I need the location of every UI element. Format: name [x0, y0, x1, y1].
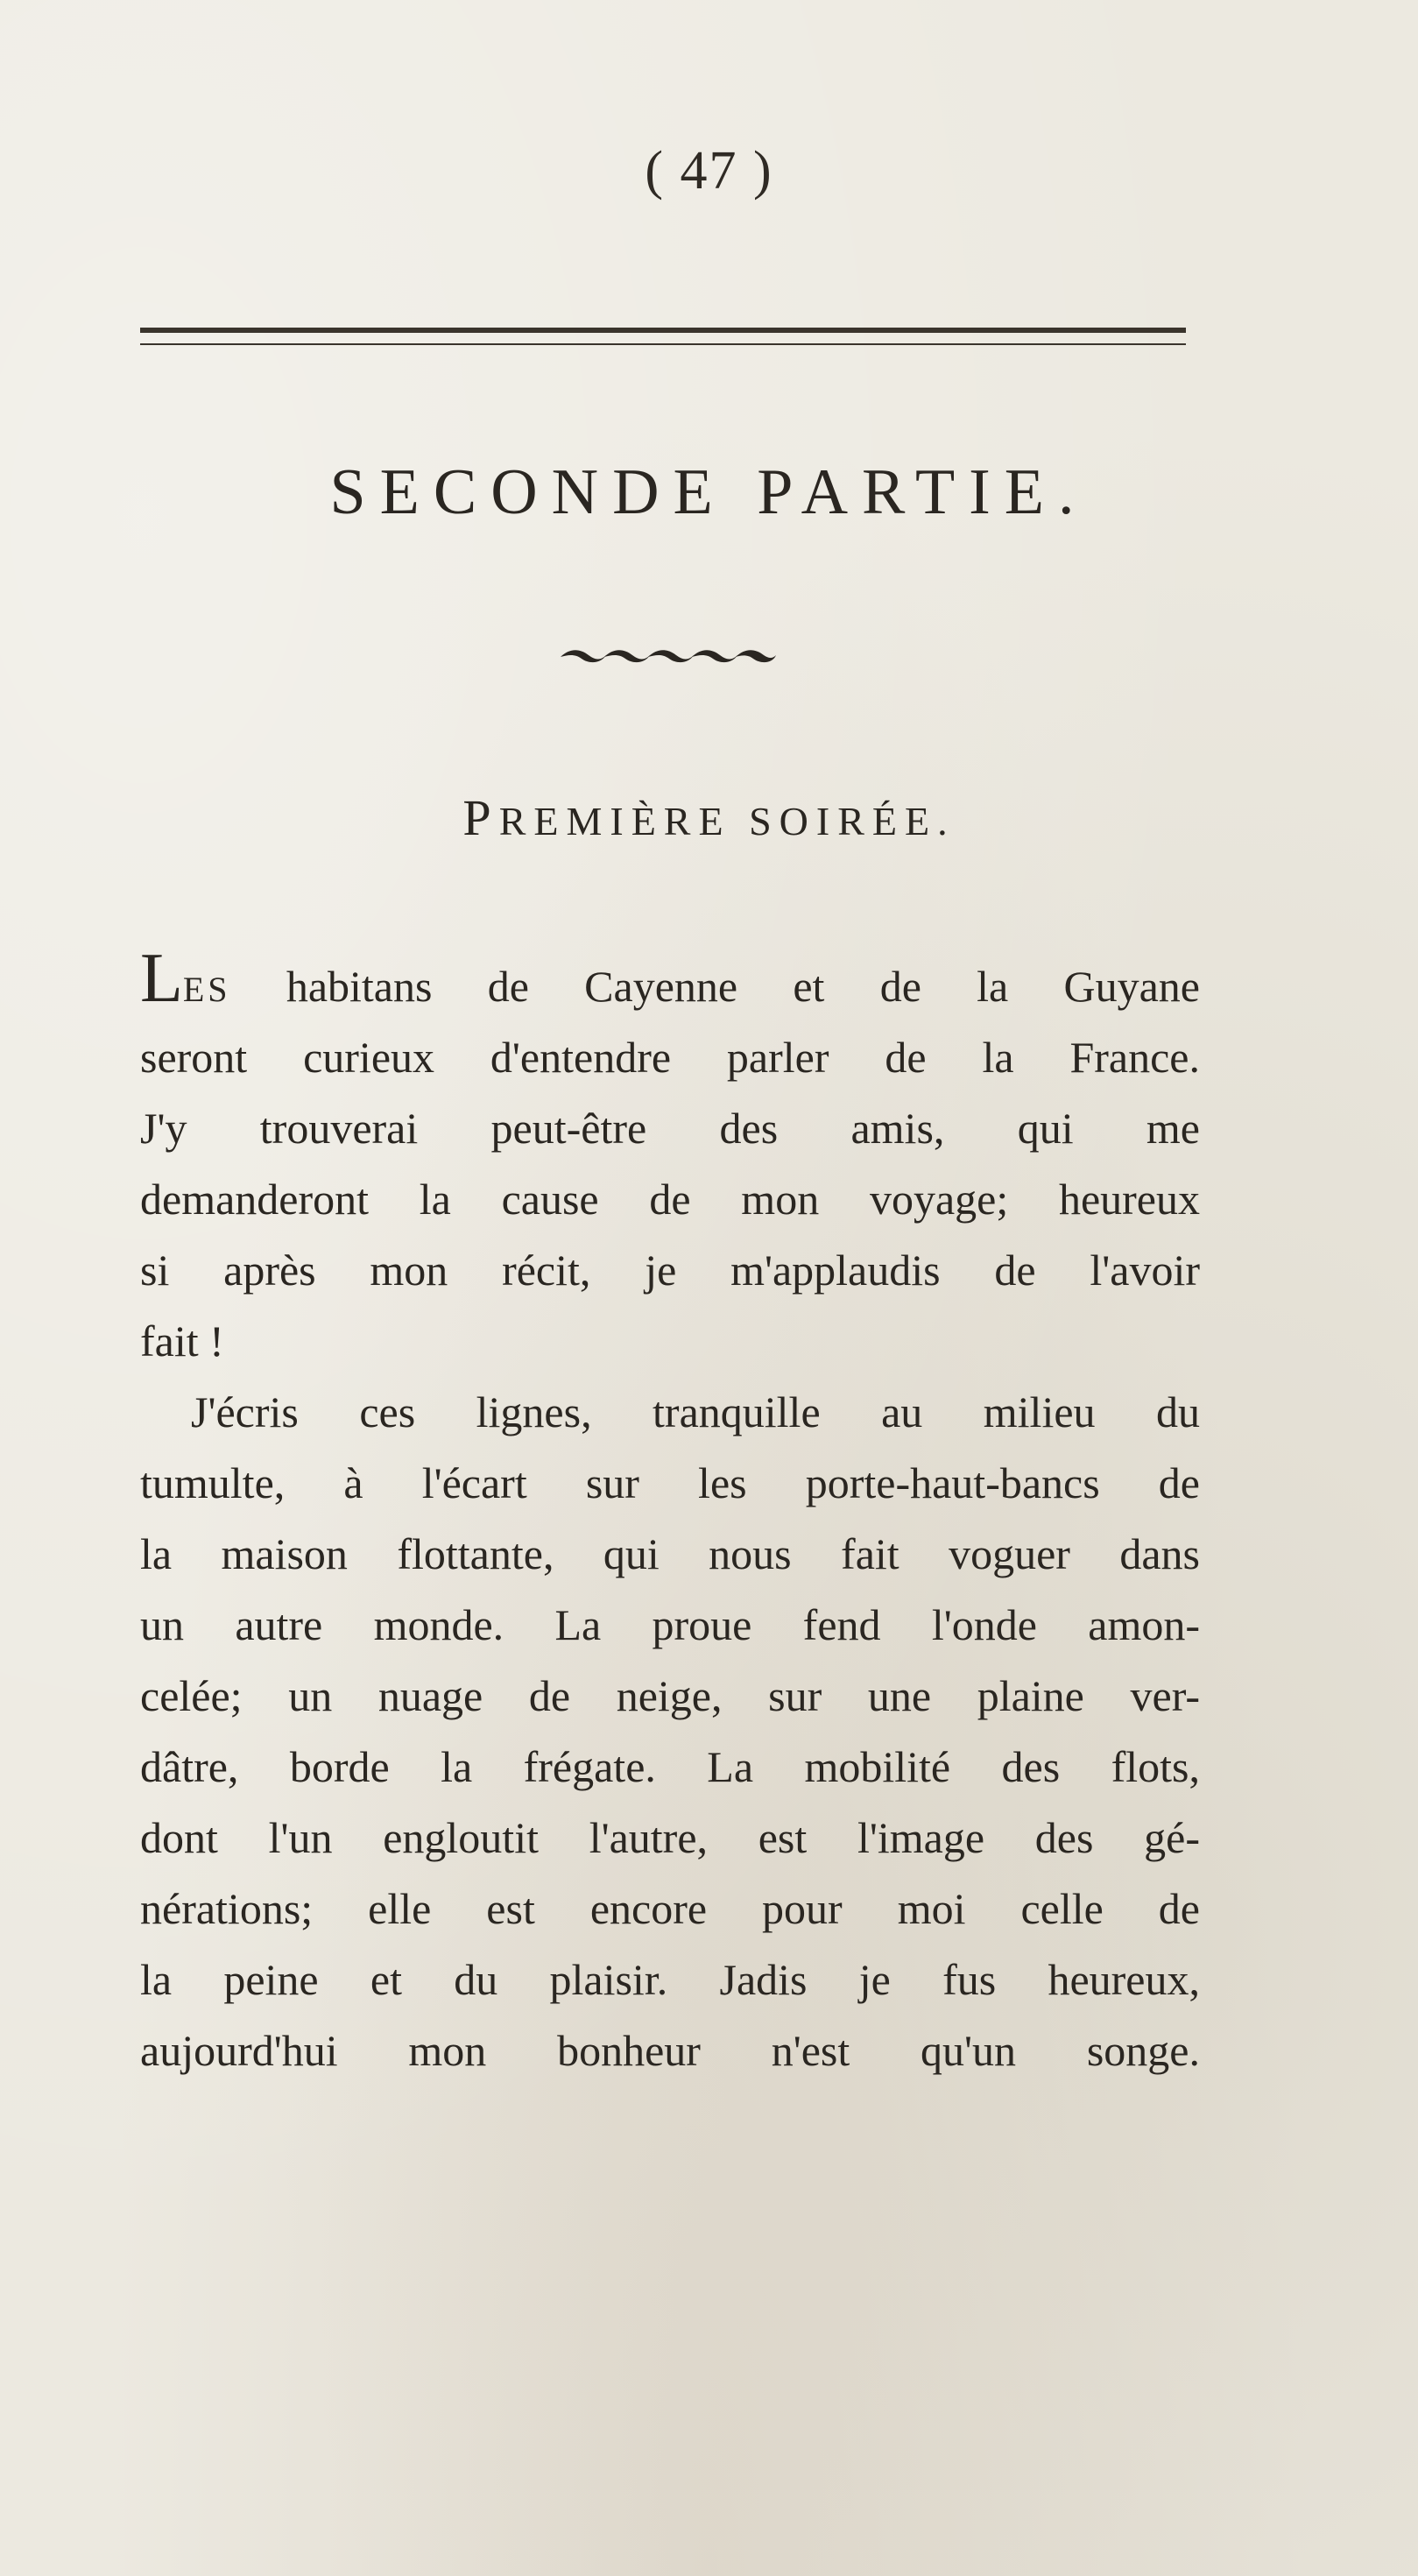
- text-line: la peine et du plaisir. Jadis je fus heureux,: [140, 1955, 1200, 2004]
- text-line: nérations; elle est encore pour moi celle de: [140, 1884, 1200, 1933]
- text-line: J'écris ces lignes, tranquille au milieu du: [191, 1387, 1200, 1436]
- section-title-initial: P: [462, 789, 499, 846]
- text-line: si après mon récit, je m'applaudis de l'avoir: [140, 1246, 1200, 1295]
- header-rule-thick: [140, 328, 1186, 333]
- header-rule-thin: [140, 343, 1186, 345]
- paragraph-1: [140, 940, 1200, 1377]
- text-line: tumulte, à l'écart sur les porte-haut-bancs de: [140, 1458, 1200, 1507]
- text-line: la maison flottante, qui nous fait voguer dans: [140, 1529, 1200, 1578]
- part-title: SECONDE PARTIE.: [329, 456, 1089, 528]
- text-line: J'y trouverai peut-être des amis, qui me: [140, 1104, 1200, 1153]
- page-number: ( 47 ): [645, 141, 773, 201]
- section-title: [0, 788, 1418, 847]
- text-line: [140, 940, 1200, 1022]
- text-line: fait !: [140, 1316, 224, 1366]
- ornament-divider: [557, 645, 778, 669]
- text-line: aujourd'hui mon bonheur n'est qu'un songe.: [140, 2026, 1200, 2075]
- text-line: seront curieux d'entendre parler de la France.: [140, 1033, 1200, 1082]
- text-line: demanderont la cause de mon voyage; heureux: [140, 1175, 1200, 1224]
- section-title-rest: REMIÈRE SOIRÉE.: [498, 799, 956, 843]
- small-caps-word: ES: [182, 970, 231, 1009]
- text-line: un autre monde. La proue fend l'onde amon-: [140, 1600, 1200, 1649]
- text-line: dont l'un engloutit l'autre, est l'image des gé-: [140, 1813, 1200, 1862]
- paragraph-2: [140, 1377, 1200, 2086]
- drop-cap: L: [140, 940, 183, 1017]
- text-line: celée; un nuage de neige, sur une plaine ver-: [140, 1671, 1200, 1720]
- text-line-content: habitans de Cayenne et de la Guyane: [230, 962, 1200, 1011]
- text-line: dâtre, borde la frégate. La mobilité des flots,: [140, 1742, 1200, 1791]
